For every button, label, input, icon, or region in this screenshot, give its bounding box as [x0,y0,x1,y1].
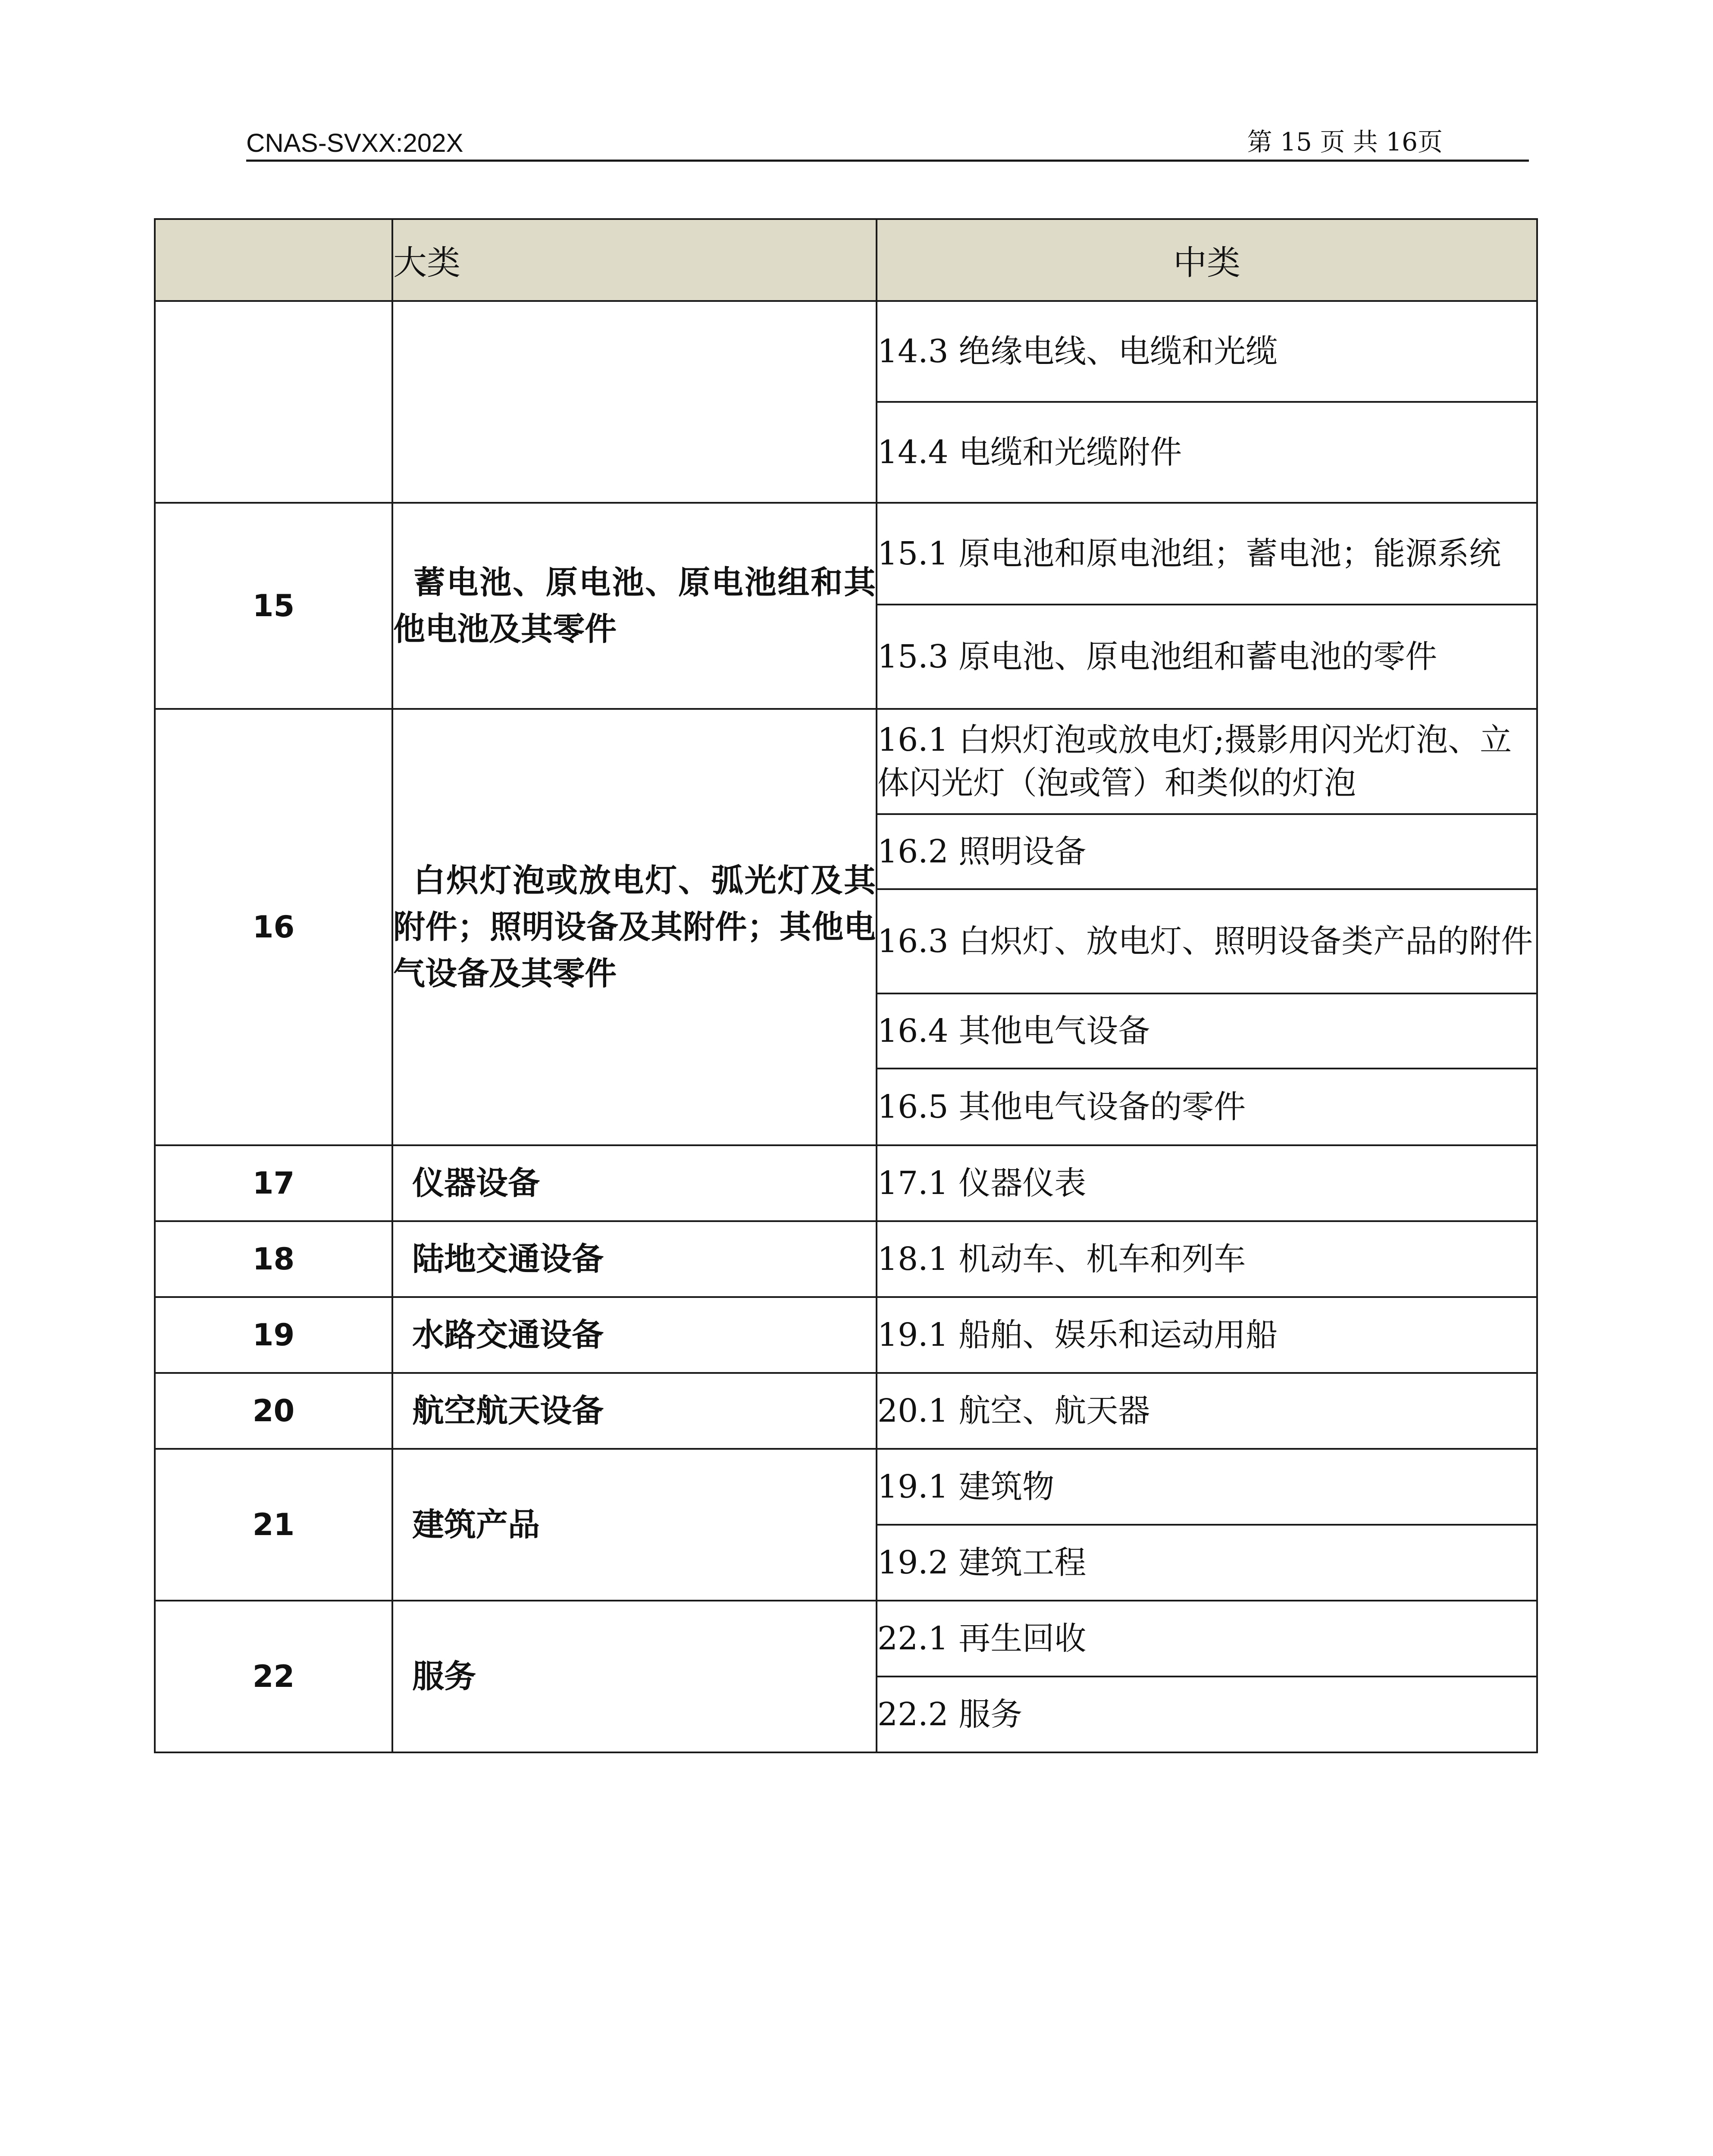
table-row [155,1601,1537,1677]
category-name-cell [392,709,877,1145]
subcategory-cell: 22.2 服务 [877,1677,1537,1752]
category-number: 15 [155,503,392,709]
table-row [155,1449,1537,1525]
category-name: 服务 [412,1658,476,1695]
subcategory-cell: 16.1 白炽灯泡或放电灯;摄影用闪光灯泡、立体闪光灯（泡或管）和类似的灯泡 [877,709,1537,814]
category-number: 20 [155,1373,392,1449]
category-name: 白炽灯泡或放电灯、弧光灯及其附件；照明设备及其附件；其他电气设备及其零件 [393,862,876,992]
table-row [155,1297,1537,1373]
category-name: 水路交通设备 [412,1316,604,1354]
category-name-cell [392,1145,877,1221]
header-number-cell [155,219,392,301]
header-subcategory: 中类 [877,219,1537,301]
table-row [155,503,1537,605]
category-name-cell [392,1221,877,1297]
table-header-row [155,219,1537,301]
subcategory-cell: 16.5 其他电气设备的零件 [877,1069,1537,1145]
category-name-cell [392,1449,877,1601]
table-row [155,1373,1537,1449]
subcategory-cell: 16.4 其他电气设备 [877,993,1537,1069]
category-number: 21 [155,1449,392,1601]
category-number [155,301,392,503]
subcategory-cell: 19.1 船舶、娱乐和运动用船 [877,1297,1537,1373]
table-row [155,709,1537,814]
table-row [155,1145,1537,1221]
category-name: 仪器设备 [412,1165,540,1202]
table-row [155,1221,1537,1297]
category-number: 17 [155,1145,392,1221]
document-code: CNAS-SVXX:202X [246,128,463,157]
subcategory-cell: 16.3 白炽灯、放电灯、照明设备类产品的附件 [877,889,1537,993]
subcategory-cell: 18.1 机动车、机车和列车 [877,1221,1537,1297]
category-number: 19 [155,1297,392,1373]
category-number: 18 [155,1221,392,1297]
category-number: 16 [155,709,392,1145]
category-number: 22 [155,1601,392,1752]
category-name-cell [392,503,877,709]
subcategory-cell: 20.1 航空、航天器 [877,1373,1537,1449]
category-name-cell [392,1601,877,1752]
category-table [154,218,1538,1753]
subcategory-cell: 15.3 原电池、原电池组和蓄电池的零件 [877,605,1537,709]
table-row [155,301,1537,402]
category-name-cell [392,1373,877,1449]
category-name-cell [392,1297,877,1373]
header-category: 大类 [392,219,877,301]
subcategory-cell: 19.2 建筑工程 [877,1525,1537,1601]
subcategory-cell: 22.1 再生回收 [877,1601,1537,1677]
page-number: 第 15 页 共 16页 [1247,127,1443,157]
category-name: 航空航天设备 [412,1392,604,1429]
subcategory-cell: 19.1 建筑物 [877,1449,1537,1525]
subcategory-cell: 14.3 绝缘电线、电缆和光缆 [877,301,1537,402]
subcategory-cell: 15.1 原电池和原电池组；蓄电池；能源系统 [877,503,1537,605]
category-name: 建筑产品 [412,1506,540,1543]
subcategory-cell: 14.4 电缆和光缆附件 [877,402,1537,503]
subcategory-cell: 16.2 照明设备 [877,814,1537,889]
category-name: 蓄电池、原电池、原电池组和其他电池及其零件 [393,564,876,648]
page-header [246,116,1529,162]
subcategory-cell: 17.1 仪器仪表 [877,1145,1537,1221]
category-name: 陆地交通设备 [412,1241,604,1278]
category-name [392,301,877,503]
